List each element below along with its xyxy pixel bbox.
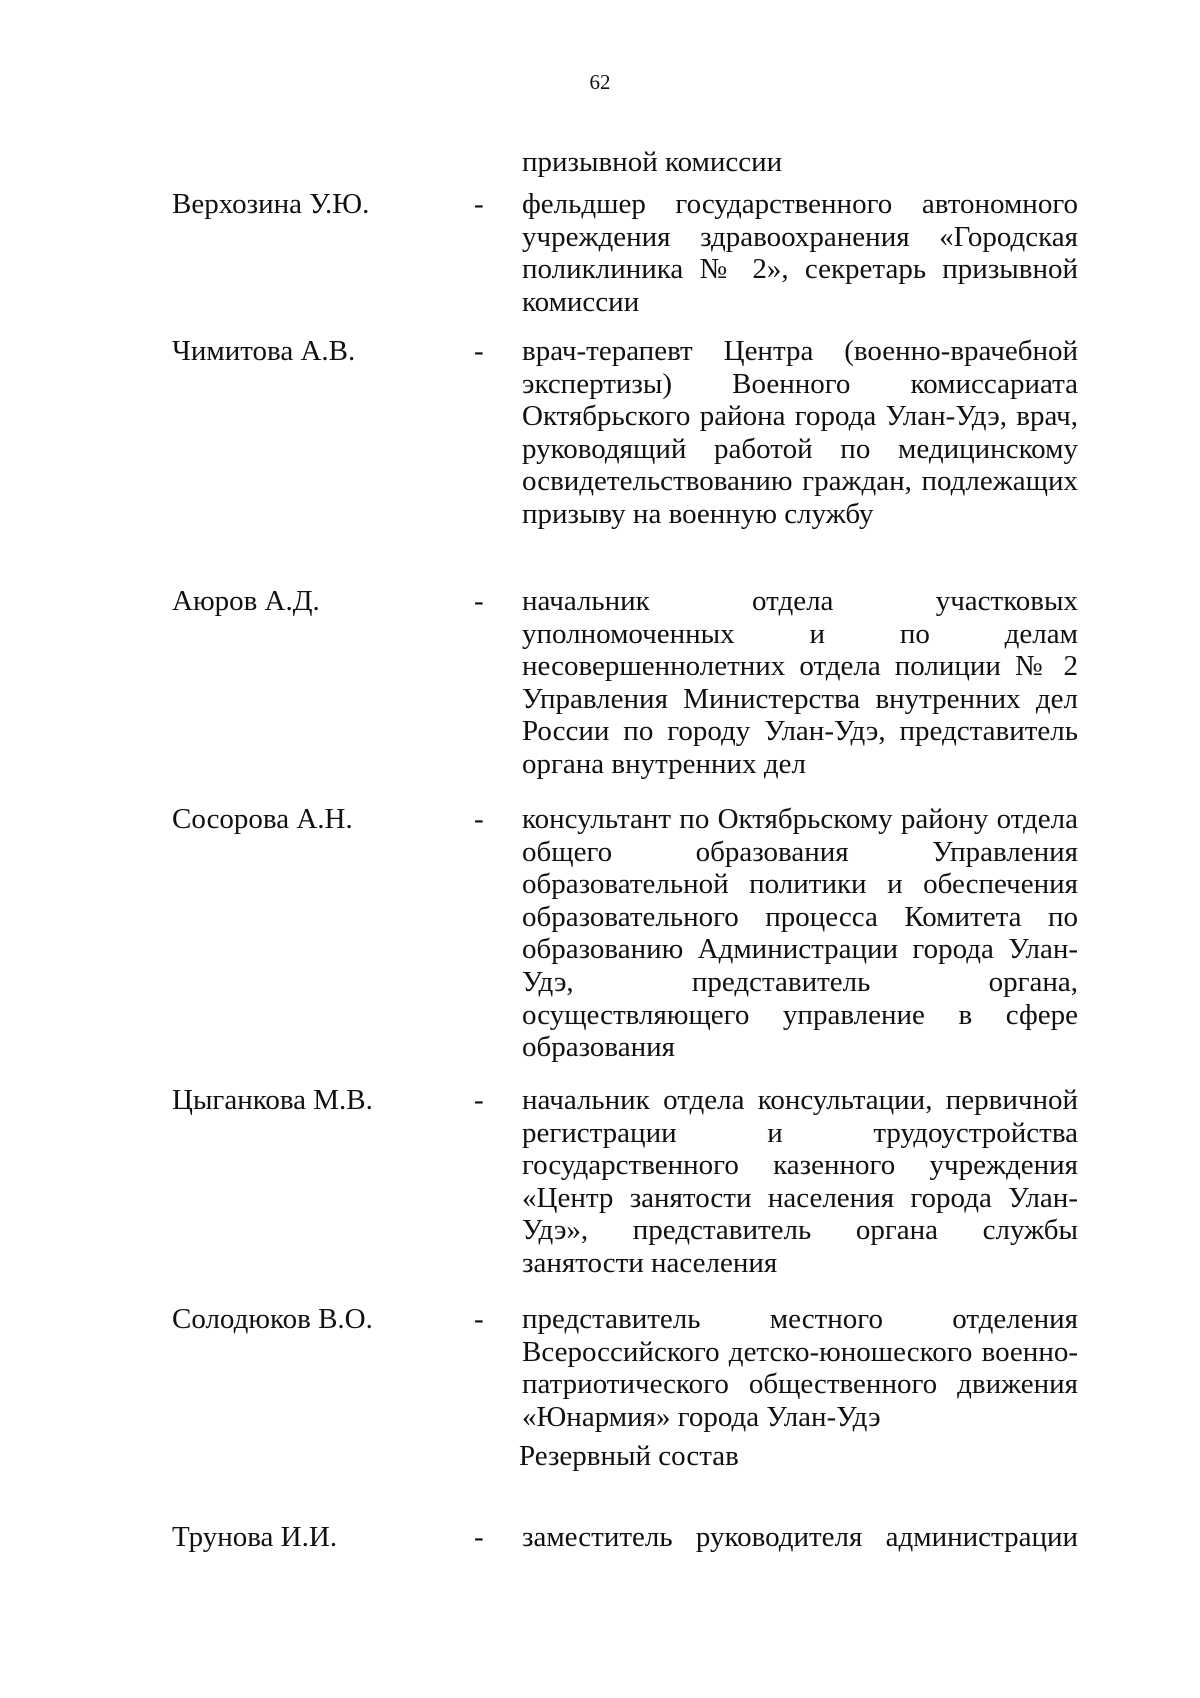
member-description: врач-терапевт Центра (военно-врачебной экспертизы) Военного комиссариата Октябрьского района города Улан-Удэ, врач, руководящий работой по медицинскому освидетельствованию граждан, подлежащих призыву на военную службу xyxy=(522,335,1078,530)
member-dash: - xyxy=(474,1084,484,1116)
member-dash: - xyxy=(474,188,484,220)
member-description: представитель местного отделения Всероссийского детско-юношеского военно-патриотического общественного движения «Юнармия» города Улан-Удэ xyxy=(522,1303,1078,1433)
reserve-heading: Резервный состав xyxy=(519,1440,739,1472)
reserve-member-entry xyxy=(172,1521,1078,1553)
member-name: Сосорова А.Н. xyxy=(172,803,353,835)
member-name: Трунова И.И. xyxy=(172,1521,338,1553)
member-description: фельдшер государственного автономного учреждения здравоохранения «Городская поликлиника № 2», секретарь призывной комиссии xyxy=(522,188,1078,318)
member-name: Чимитова А.В. xyxy=(172,335,356,367)
member-entry xyxy=(172,335,1078,530)
member-dash: - xyxy=(474,335,484,367)
member-dash: - xyxy=(474,1521,484,1553)
member-description: заместитель руководителя администрации xyxy=(522,1521,1078,1553)
member-dash: - xyxy=(474,1303,484,1335)
member-name: Аюров А.Д. xyxy=(172,585,320,617)
member-entry xyxy=(172,803,1078,1064)
member-name: Цыганкова М.В. xyxy=(172,1084,373,1116)
member-entry xyxy=(172,585,1078,780)
member-name: Верхозина У.Ю. xyxy=(172,188,370,220)
member-entry xyxy=(172,188,1078,318)
member-description: начальник отдела участковых уполномоченных и по делам несовершеннолетних отдела полиции № 2 Управления Министерства внутренних дел России по городу Улан-Удэ, представитель органа внутренних дел xyxy=(522,585,1078,780)
member-dash: - xyxy=(474,803,484,835)
member-entry xyxy=(172,1303,1078,1433)
member-dash: - xyxy=(474,585,484,617)
member-description: начальник отдела консультации, первичной регистрации и трудоустройства государственного казенного учреждения «Центр занятости населения города Улан-Удэ», представитель органа службы занятости населения xyxy=(522,1084,1078,1279)
member-description: консультант по Октябрьскому району отдела общего образования Управления образовательной политики и обеспечения образовательного процесса Комитета по образованию Администрации города Улан-Удэ, представитель органа, осуществляющего управление в сфере образования xyxy=(522,803,1078,1064)
member-entry xyxy=(172,1084,1078,1279)
page-number: 62 xyxy=(589,70,611,94)
member-name: Солодюков В.О. xyxy=(172,1303,373,1335)
continuation-text: призывной комиссии xyxy=(522,146,783,178)
